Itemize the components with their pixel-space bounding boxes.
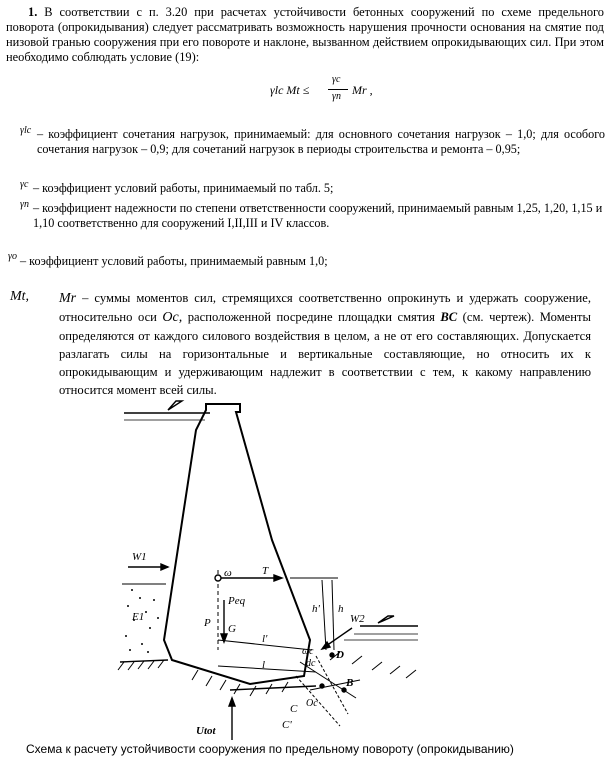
label-c-prime: C' bbox=[282, 719, 292, 731]
label-d: D bbox=[336, 649, 344, 661]
formula-numerator: γc bbox=[332, 74, 341, 85]
area-bc: BC bbox=[440, 310, 458, 324]
definition-gamma-c: – коэффициент условий работы, принимаемый по табл. 5; bbox=[33, 181, 334, 195]
label-t: T bbox=[262, 565, 269, 577]
symbol-gamma-lc: γlc bbox=[20, 125, 32, 136]
label-b: B bbox=[346, 677, 354, 689]
symbol-mr: Mr bbox=[59, 291, 77, 306]
paragraph-text: В соответствии с п. 3.20 при расчетах устойчивости бетонных сооружений по схеме предельного поворота (опрокидывания) следует рассматривать возможность нарушения прочности основания на смятие под низовой гранью сооружения при его повороте и наклоне, вызванном действием опрокидывающих сил. При этом необходимо соблюдать условие (19): bbox=[6, 5, 604, 64]
label-w2: W2 bbox=[350, 613, 365, 625]
label-peq: Peq bbox=[228, 595, 246, 607]
symbol-mt: Mt, bbox=[10, 289, 30, 304]
label-omega-c: ωc bbox=[302, 646, 314, 657]
axis-oc: Oc, bbox=[162, 310, 183, 325]
symbol-gamma-o: γo bbox=[8, 251, 17, 262]
moments-definition: Mr – суммы моментов сил, стремящихся соответственно опрокинуть и удержать сооружение, относительно оси Oc, расположенной посредине площадки смятия BC (см. чертеж). Моменты определяются от каждого силового воздействия в целом, а не от его составляющих. Допускается разлагать силы на горизонтальные и вертикальные составляющие, но относить их к опрокидывающим и удерживающим надлежит в соответствии с тем, к какому направлению относится момент всей силы. bbox=[59, 291, 591, 397]
paragraph-number: 1. bbox=[28, 5, 38, 19]
label-h-prime: h' bbox=[312, 603, 320, 615]
label-c: C bbox=[290, 703, 298, 715]
label-w1: W1 bbox=[132, 551, 147, 563]
label-omega: ω bbox=[224, 567, 232, 579]
figure-caption: Схема к расчету устойчивости сооружения по предельному повороту (опрокидыванию) bbox=[26, 742, 514, 756]
label-l-prime: l' bbox=[262, 633, 268, 645]
label-utot: Utot bbox=[196, 725, 216, 737]
symbol-gamma-n: γn bbox=[20, 199, 29, 210]
symbol-gamma-c: γc bbox=[20, 179, 29, 190]
formula-rhs: Mr , bbox=[352, 83, 373, 97]
definition-gamma-o: – коэффициент условий работы, принимаемый равным 1,0; bbox=[20, 254, 328, 268]
label-oc: Oc bbox=[306, 698, 318, 709]
label-p: P bbox=[204, 617, 211, 629]
label-l: l bbox=[262, 659, 266, 671]
label-e1: E1 bbox=[132, 611, 145, 623]
formula-denominator: γn bbox=[332, 91, 341, 102]
label-g: G bbox=[228, 623, 236, 635]
label-h: h bbox=[338, 603, 344, 615]
definition-gamma-lc: – коэффициент сочетания нагрузок, принимаемый: для основного сочетания нагрузок – 1,0; для особого сочетания нагрузок – 0,9; для сочетаний нагрузок в периоды строительства и ремонта – 0,95; bbox=[37, 127, 605, 156]
label-dc: dc bbox=[306, 658, 316, 669]
formula-lhs: γlc Mt ≤ bbox=[270, 83, 310, 97]
definition-gamma-n: – коэффициент надежности по степени ответственности сооружений, принимаемый равным 1,25, 1,20, 1,15 и 1,10 соответственно для сооружений I,II,III и IV классов. bbox=[33, 201, 603, 230]
